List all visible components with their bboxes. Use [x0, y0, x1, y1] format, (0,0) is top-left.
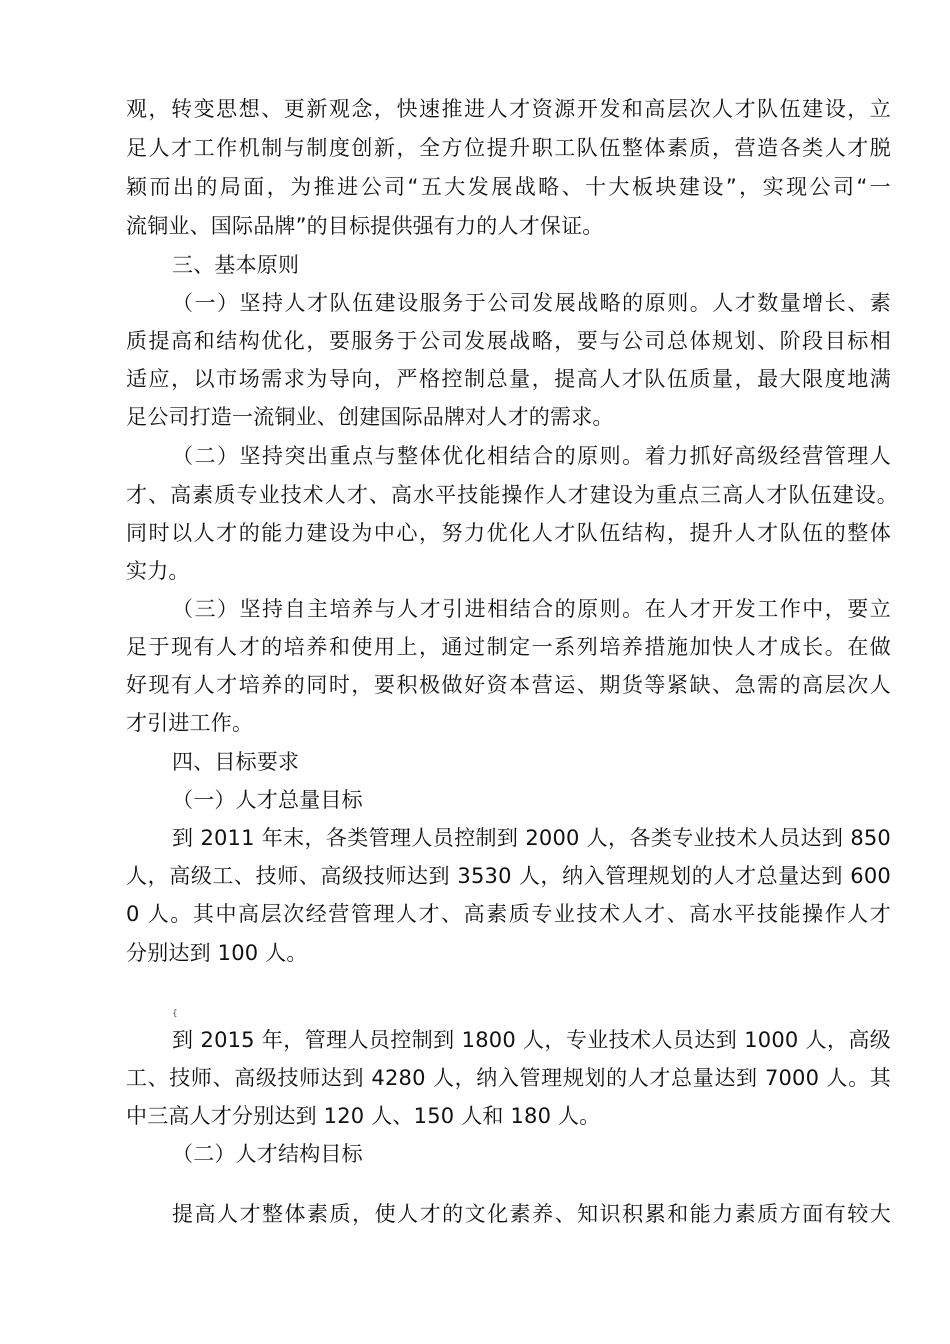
text-line-12: 同时以人才的能力建设为中心，努力优化人才队伍结构，提升人才队伍的整体	[126, 521, 891, 545]
subsection-heading-total: （一）人才总量目标	[172, 788, 363, 812]
text-line-26: 中三高人才分别达到 120 人、150 人和 180 人。	[126, 1104, 601, 1128]
text-line-1: 观，转变思想、更新观念，快速推进人才资源开发和高层次人才队伍建设，立	[126, 97, 891, 121]
text-line-22: 0 人。其中高层次经营管理人才、高素质专业技术人才、高水平技能操作人才	[126, 902, 891, 926]
text-line-4: 流铜业、国际品牌”的目标提供强有力的人才保证。	[126, 214, 604, 238]
text-line-7: 质提高和结构优化，要服务于公司发展战略，要与公司总体规划、阶段目标相	[126, 329, 891, 353]
text-line-15: 足于现有人才的培养和使用上，通过制定一系列培养措施加快人才成长。在做	[126, 635, 891, 659]
text-line-11: 才、高素质专业技术人才、高水平技能操作人才建设为重点三高人才队伍建设。	[126, 483, 898, 507]
text-line-25: 工、技师、高级技师达到 4280 人，纳入管理规划的人才总量达到 7000 人。其	[126, 1066, 891, 1090]
text-line-21: 人，高级工、技师、高级技师达到 3530 人，纳入管理规划的人才总量达到 600	[126, 864, 891, 888]
text-line-28: 提高人才整体素质，使人才的文化素养、知识积累和能力素质方面有较大	[172, 1202, 891, 1226]
section-heading-principles: 三、基本原则	[172, 253, 300, 277]
text-line-8: 适应，以市场需求为导向，严格控制总量，提高人才队伍质量，最大限度地满	[126, 367, 891, 391]
text-line-24: 到 2015 年，管理人员控制到 1800 人，专业技术人员达到 1000 人，高级	[172, 1028, 891, 1052]
section-heading-goals: 四、目标要求	[172, 750, 300, 774]
text-line-23: 分别达到 100 人。	[126, 941, 308, 965]
text-line-2: 足人才工作机制与制度创新，全方位提升职工队伍整体素质，营造各类人才脱	[126, 136, 891, 160]
text-line-3: 颖而出的局面，为推进公司“五大发展战略、十大板块建设”，实现公司“一	[126, 175, 891, 199]
text-line-10: （二）坚持突出重点与整体优化相结合的原则。着力抓好高级经营管理人	[172, 444, 891, 468]
text-line-20: 到 2011 年末，各类管理人员控制到 2000 人，各类专业技术人员达到 850	[172, 826, 891, 850]
text-line-6: （一）坚持人才队伍建设服务于公司发展战略的原则。人才数量增长、素	[172, 291, 891, 315]
stray-mark: {	[172, 1009, 178, 1019]
text-line-13: 实力。	[126, 559, 190, 583]
text-line-14: （三）坚持自主培养与人才引进相结合的原则。在人才开发工作中，要立	[172, 597, 891, 621]
subsection-heading-structure: （二）人才结构目标	[172, 1142, 363, 1166]
text-line-9: 足公司打造一流铜业、创建国际品牌对人才的需求。	[126, 405, 614, 429]
text-line-17: 才引进工作。	[126, 711, 254, 735]
text-line-16: 好现有人才培养的同时，要积极做好资本营运、期货等紧缺、急需的高层次人	[126, 673, 891, 697]
